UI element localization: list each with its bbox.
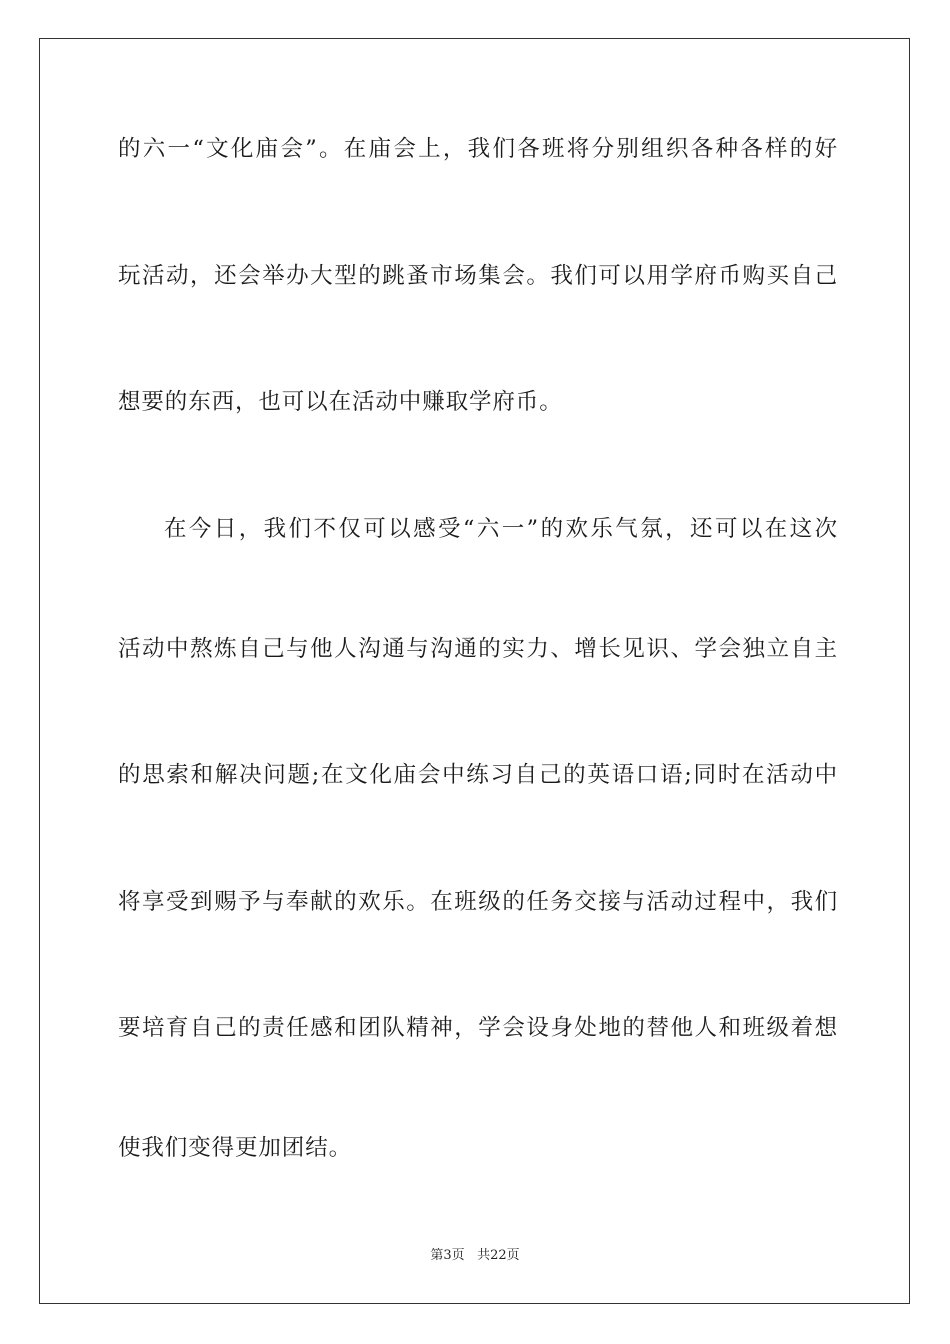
- page-footer: [0, 1247, 950, 1265]
- page-number: 第3页: [430, 1248, 465, 1263]
- page-border: [39, 38, 910, 1304]
- text-line-7: 将享受到赐予与奉献的欢乐。在班级的任务交接与活动过程中，我们: [118, 889, 838, 915]
- text-line-3: 想要的东西，也可以在活动中赚取学府币。: [118, 389, 563, 415]
- total-pages: 共22页: [477, 1248, 520, 1263]
- text-line-6: 的思索和解决问题;在文化庙会中练习自己的英语口语;同时在活动中: [118, 762, 838, 788]
- text-line-8: 要培育自己的责任感和团队精神，学会设身处地的替他人和班级着想: [118, 1015, 838, 1041]
- text-line-1: 的六一“文化庙会”。在庙会上，我们各班将分别组织各种各样的好: [118, 136, 838, 162]
- text-line-5: 活动中熬炼自己与他人沟通与沟通的实力、增长见识、学会独立自主: [118, 636, 838, 662]
- text-line-2: 玩活动，还会举办大型的跳蚤市场集会。我们可以用学府币购买自己: [118, 263, 838, 289]
- text-line-4: 在今日，我们不仅可以感受“六一”的欢乐气氛，还可以在这次: [164, 516, 838, 542]
- text-line-9: 使我们变得更加团结。: [118, 1135, 353, 1161]
